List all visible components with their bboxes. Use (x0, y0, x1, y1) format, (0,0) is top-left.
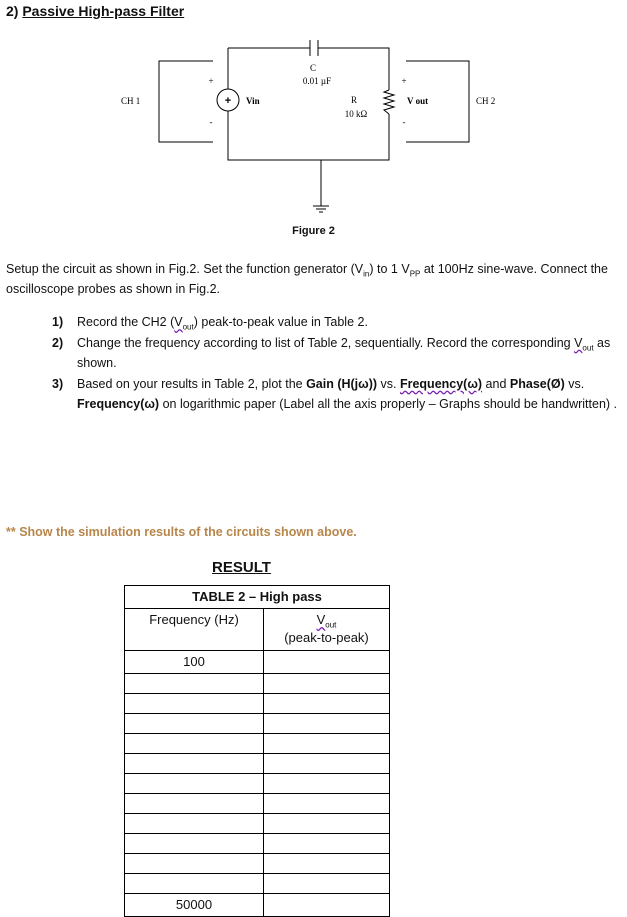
results-table (124, 585, 390, 917)
table-row (125, 714, 390, 734)
vout-cell[interactable] (264, 894, 390, 917)
vout-header (264, 609, 390, 651)
resistor-value: 10 kΩ (344, 109, 368, 119)
ch2-label: CH 2 (476, 96, 496, 106)
setup-text-1: Setup the circuit as shown in Fig.2. Set the function generator (V (6, 262, 364, 276)
figure-caption: Figure 2 (292, 225, 335, 237)
setup-sub-pp: PP (409, 269, 421, 279)
table-row (125, 874, 390, 894)
simulation-note: ** Show the simulation results of the circuits shown above. (6, 525, 357, 539)
section-heading (6, 3, 184, 19)
resistor-symbol (384, 90, 394, 114)
ch1-label: CH 1 (121, 96, 141, 106)
table-row (125, 734, 390, 754)
vout-symbol: $V_{out}$ (574, 335, 594, 352)
table-caption: TABLE 2 – High pass (125, 586, 390, 609)
capacitor-value: 0.01 µF (302, 76, 332, 86)
capacitor-name: C (309, 63, 317, 73)
frequency-cell (125, 874, 264, 894)
vout-cell[interactable] (264, 774, 390, 794)
circuit-diagram (0, 30, 627, 220)
vout-cell[interactable] (264, 814, 390, 834)
setup-sub-in: in (363, 269, 370, 279)
vout-cell[interactable] (264, 874, 390, 894)
vout-cell[interactable] (264, 651, 390, 674)
resistor-name: R (350, 95, 358, 105)
frequency-term: Frequency(ω) (77, 397, 160, 411)
frequency-cell (125, 734, 264, 754)
instruction-item (52, 333, 620, 374)
vout-header-subtitle: (peak-to-peak) (284, 630, 369, 645)
frequency-cell (125, 774, 264, 794)
instruction-text: vs. (377, 376, 400, 391)
instruction-number: 2) (52, 335, 64, 350)
instruction-item (52, 374, 620, 415)
result-title: RESULT (212, 559, 271, 576)
frequency-cell: 50000 (125, 894, 264, 917)
table-row (125, 774, 390, 794)
instruction-text: Change the frequency according to list of Table 2, sequentially. Record the corresponding (77, 335, 575, 350)
instruction-item (52, 312, 620, 333)
instruction-text: ) peak-to-peak value in Table 2. (193, 315, 368, 329)
setup-paragraph (6, 259, 626, 299)
ch1-probe-bracket (159, 61, 213, 142)
table-row (125, 651, 390, 674)
vout-cell[interactable] (264, 754, 390, 774)
instruction-list (52, 312, 620, 415)
frequency-cell (125, 794, 264, 814)
frequency-cell (125, 674, 264, 694)
frequency-cell (125, 854, 264, 874)
vout-label: V out (407, 96, 429, 106)
table-row (125, 674, 390, 694)
vout-cell[interactable] (264, 734, 390, 754)
vout-plus-label: + (401, 76, 407, 86)
frequency-cell (125, 754, 264, 774)
instruction-number: 3) (52, 376, 64, 391)
instruction-text: vs. (564, 376, 585, 391)
vout-header-symbol: $V_{out}$ (316, 612, 337, 630)
instruction-text: Record the CH2 ( (77, 315, 175, 329)
instruction-text: as shown. (77, 335, 611, 370)
vout-cell[interactable] (264, 854, 390, 874)
table-row (125, 794, 390, 814)
table-row (125, 834, 390, 854)
frequency-cell: 100 (125, 651, 264, 674)
instruction-text: Based on your results in Table 2, plot the (77, 376, 307, 391)
vout-minus-label: - (402, 117, 406, 127)
frequency-term: Frequency(ω) (399, 376, 483, 391)
vout-cell[interactable] (264, 794, 390, 814)
frequency-cell (125, 834, 264, 854)
vin-label: Vin (246, 96, 260, 106)
vout-symbol: $V_{out}$ (174, 315, 194, 332)
vout-cell[interactable] (264, 714, 390, 734)
frequency-cell (125, 814, 264, 834)
table-row (125, 894, 390, 917)
setup-text-3: at 100Hz sine-wave. Connect the oscilloscope probes as shown in Fig.2. (6, 262, 608, 296)
section-title: Passive High-pass Filter (22, 3, 185, 19)
frequency-cell (125, 714, 264, 734)
instruction-text: on logarithmic paper (Label all the axis properly – Graphs should be handwritten) . (159, 397, 618, 411)
vin-minus-label: - (209, 117, 213, 127)
vin-plus-label: + (208, 76, 214, 86)
gain-term: Gain (H(jω)) (306, 376, 378, 391)
source-plus-sign: + (224, 95, 232, 107)
table-row (125, 754, 390, 774)
table-row (125, 694, 390, 714)
vout-cell[interactable] (264, 834, 390, 854)
instruction-text: and (482, 376, 510, 391)
frequency-header: Frequency (Hz) (125, 609, 264, 651)
setup-text-2: ) to 1 V (369, 262, 410, 276)
table-row (125, 854, 390, 874)
vout-cell[interactable] (264, 694, 390, 714)
frequency-cell (125, 694, 264, 714)
instruction-number: 1) (52, 315, 64, 329)
section-number: 2) (6, 3, 19, 19)
phase-term: Phase(Ø) (509, 376, 565, 391)
table-row (125, 814, 390, 834)
vout-cell[interactable] (264, 674, 390, 694)
